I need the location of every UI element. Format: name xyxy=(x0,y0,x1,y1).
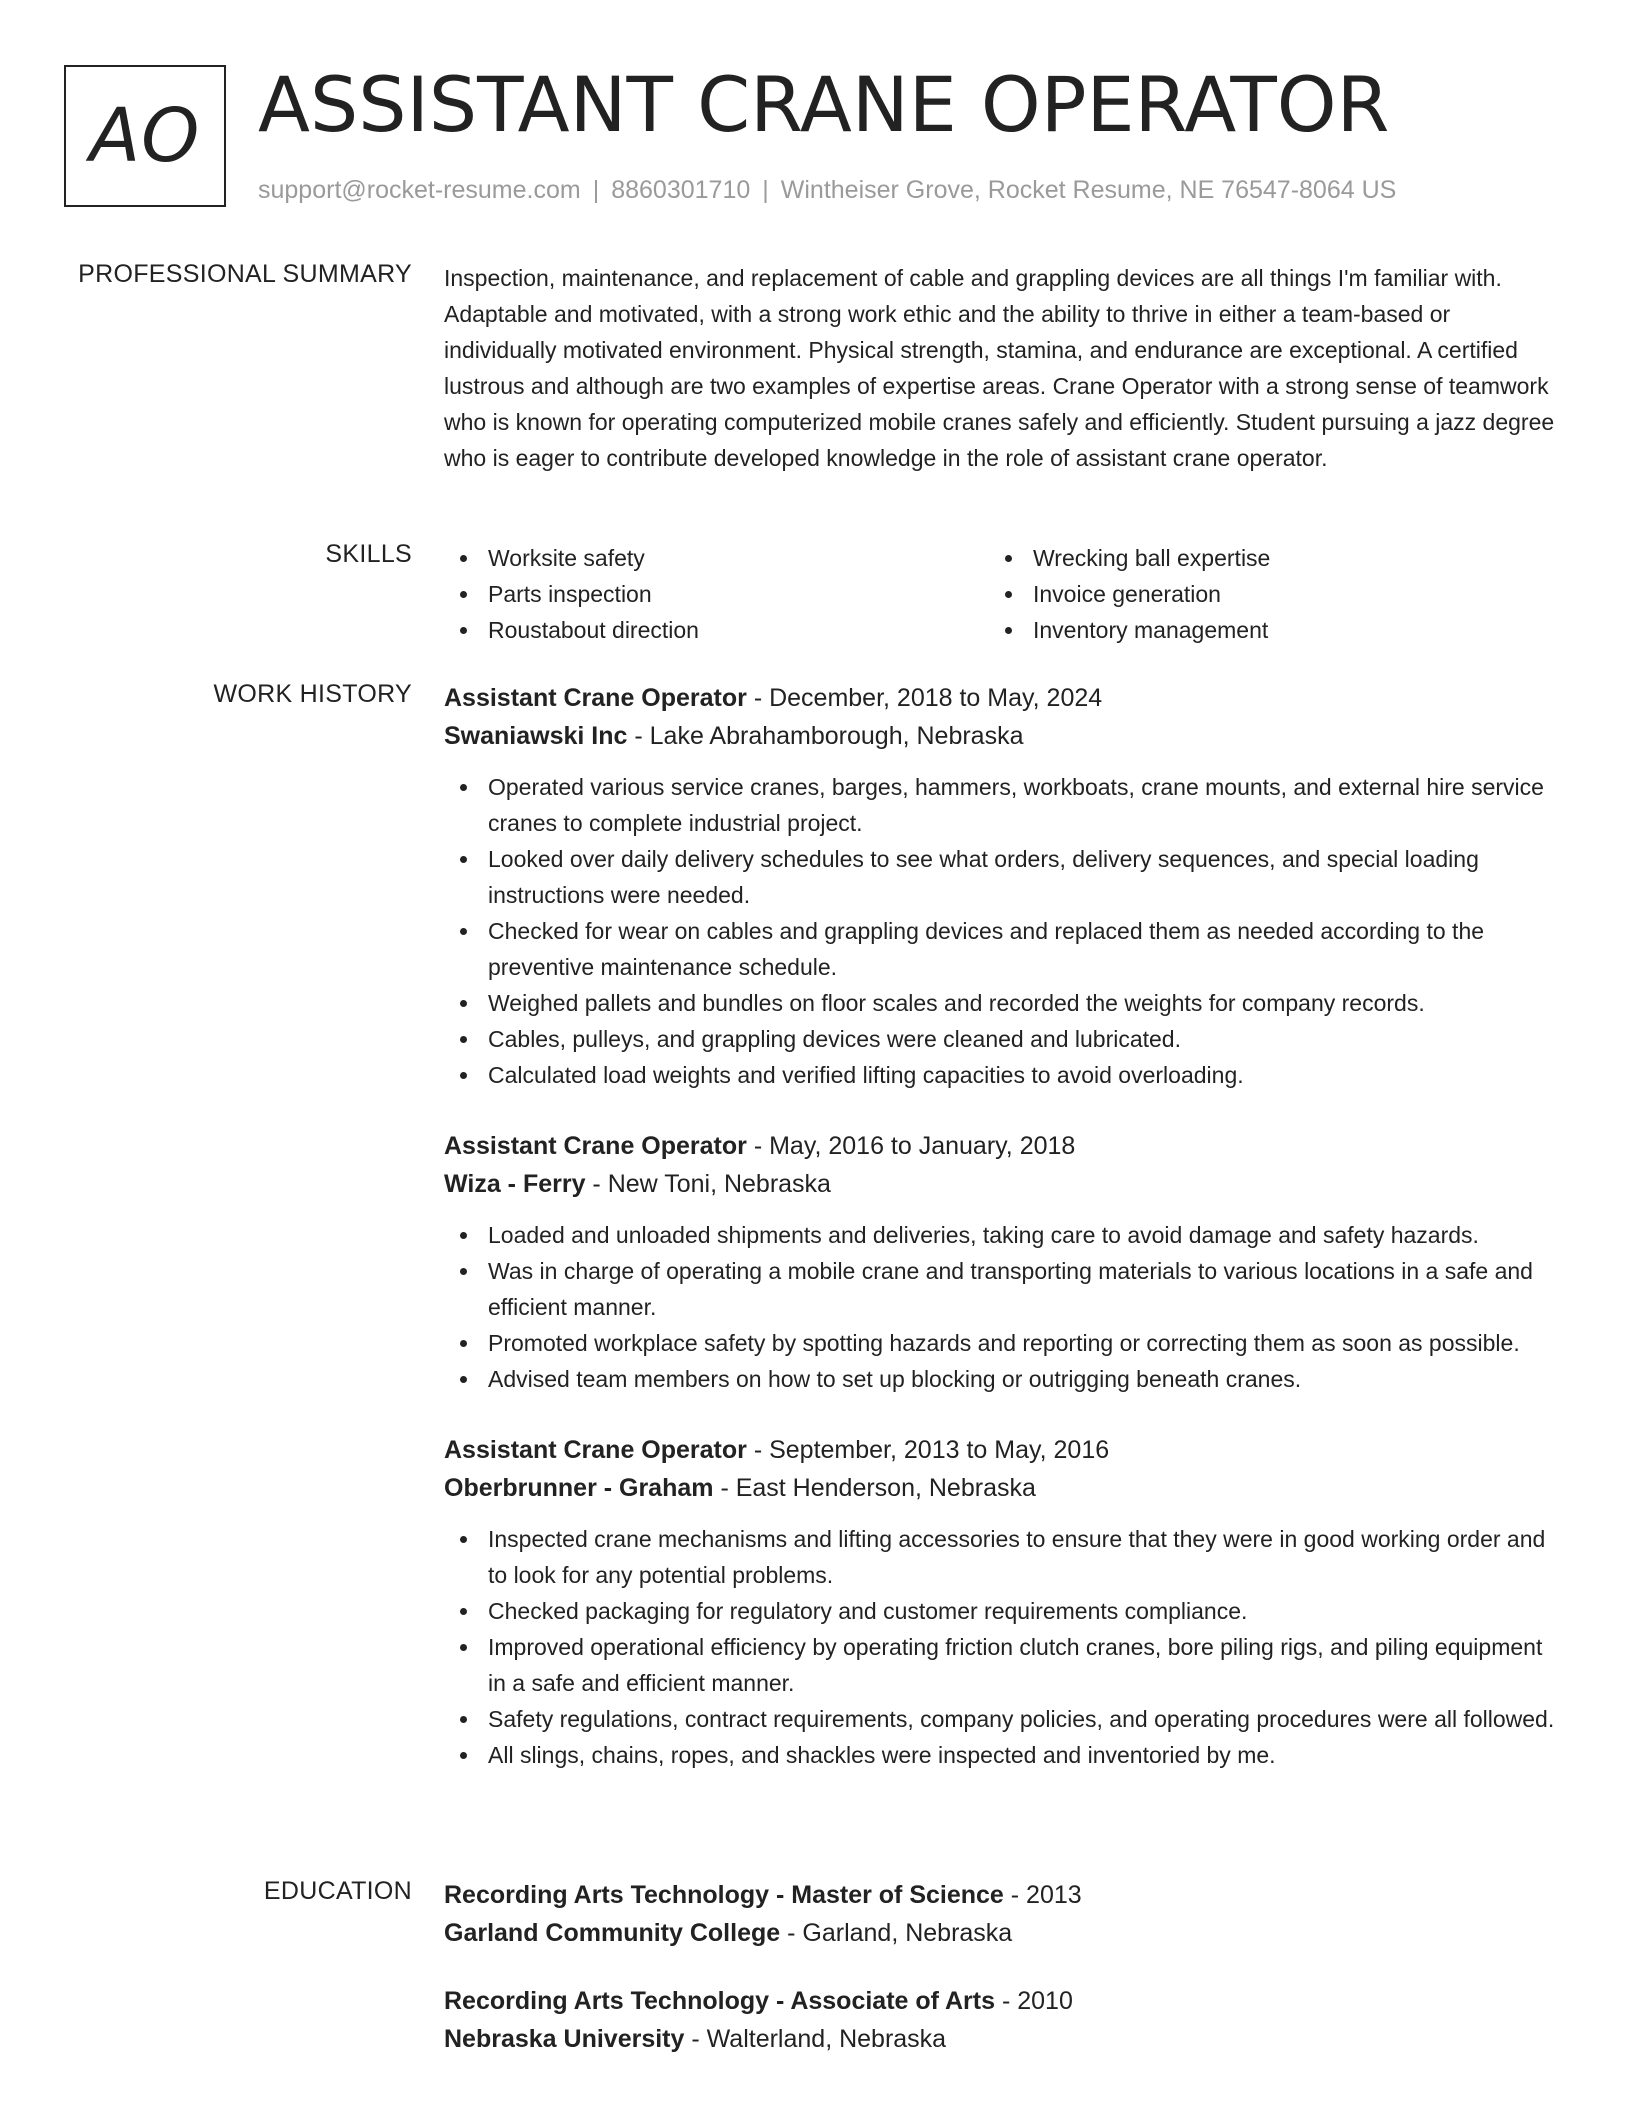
education-school-line xyxy=(444,1914,1556,1952)
skill-item: Worksite safety xyxy=(444,540,989,576)
work-list xyxy=(444,679,1556,1807)
contact-address: Wintheiser Grove, Rocket Resume, NE 76547-8064 US xyxy=(780,176,1397,204)
job-bullet: Promoted workplace safety by spotting hazards and reporting or correcting them as soon as possible. xyxy=(444,1325,1556,1361)
skills-heading: SKILLS xyxy=(325,540,412,568)
education-degree-line xyxy=(444,1876,1556,1914)
job-company-line xyxy=(444,1469,1556,1507)
contact-separator: | xyxy=(592,176,600,204)
job-bullet: Looked over daily delivery schedules to see what orders, delivery sequences, and special loading instructions were needed. xyxy=(444,841,1556,913)
monogram-initials: AO xyxy=(89,93,201,179)
education-entry xyxy=(444,1982,1556,2058)
job-title: Assistant Crane Operator xyxy=(444,1132,747,1160)
job-entry xyxy=(444,1127,1556,1397)
job-bullet: All slings, chains, ropes, and shackles were inspected and inventoried by me. xyxy=(444,1737,1556,1773)
job-bullet: Was in charge of operating a mobile crane and transporting materials to various locations in a safe and efficient manner. xyxy=(444,1253,1556,1325)
work-heading: WORK HISTORY xyxy=(213,680,412,708)
contact-separator: | xyxy=(762,176,769,204)
education-entry xyxy=(444,1876,1556,1952)
monogram-box xyxy=(64,65,226,207)
job-bullet: Operated various service cranes, barges, hammers, workboats, crane mounts, and external hire service cranes to complete industrial project. xyxy=(444,769,1556,841)
job-title: Assistant Crane Operator xyxy=(444,1436,747,1464)
resume-title: ASSISTANT CRANE OPERATOR xyxy=(258,60,1390,149)
job-bullet: Improved operational efficiency by operating friction clutch cranes, bore piling rigs, and piling equipment in a safe and efficient manner. xyxy=(444,1629,1556,1701)
job-dates: - December, 2018 to May, 2024 xyxy=(746,684,1103,712)
job-title: Assistant Crane Operator xyxy=(444,684,747,712)
contact-phone: 8860301710 xyxy=(611,176,751,204)
summary-text: Inspection, maintenance, and replacement of cable and grappling devices are all things I'm familiar with. Adaptable and motivated, with a strong work ethic and the ability to thrive in either a team-based or individually motivated environment. Physical strength, stamina, and endurance are exceptional. A certified lustrous and although are two examples of expertise areas. Crane Operator with a strong sense of teamwork who is known for operating computerized mobile cranes safely and efficiently. Student pursuing a jazz degree who is eager to contribute developed knowledge in the role of assistant crane operator. xyxy=(444,265,1555,471)
job-entry xyxy=(444,679,1556,1093)
job-bullets xyxy=(444,1217,1556,1397)
skills-column-2 xyxy=(989,540,1534,648)
skill-item: Wrecking ball expertise xyxy=(989,540,1534,576)
education-list xyxy=(444,1876,1556,2088)
job-entry xyxy=(444,1431,1556,1773)
job-bullet: Calculated load weights and verified lifting capacities to avoid overloading. xyxy=(444,1057,1556,1093)
job-company: Swaniawski Inc xyxy=(444,722,628,750)
job-dates: - September, 2013 to May, 2016 xyxy=(746,1436,1110,1464)
job-dates: - May, 2016 to January, 2018 xyxy=(746,1132,1076,1160)
education-degree-line xyxy=(444,1982,1556,2020)
education-school: Nebraska University xyxy=(444,2025,685,2053)
skill-item: Inventory management xyxy=(989,612,1534,648)
education-location: - Walterland, Nebraska xyxy=(684,2025,947,2053)
job-title-line xyxy=(444,1431,1556,1469)
education-degree: Recording Arts Technology - Associate of Arts xyxy=(444,1987,996,2015)
education-year: - 2013 xyxy=(1003,1881,1082,1909)
job-company-line xyxy=(444,1165,1556,1203)
job-title-line xyxy=(444,1127,1556,1165)
contact-email: support@rocket-resume.com xyxy=(258,176,581,204)
job-bullet: Checked packaging for regulatory and customer requirements compliance. xyxy=(444,1593,1556,1629)
job-bullet: Checked for wear on cables and grappling devices and replaced them as needed according to the preventive maintenance schedule. xyxy=(444,913,1556,985)
contact-line xyxy=(258,176,1396,205)
skills-column-1 xyxy=(444,540,989,648)
skill-item: Invoice generation xyxy=(989,576,1534,612)
education-school-line xyxy=(444,2020,1556,2058)
job-bullet: Weighed pallets and bundles on floor scales and recorded the weights for company records. xyxy=(444,985,1556,1021)
skills-list xyxy=(444,540,1556,648)
education-year: - 2010 xyxy=(995,1987,1073,2015)
skill-item: Parts inspection xyxy=(444,576,989,612)
education-school: Garland Community College xyxy=(444,1919,781,1947)
job-bullets xyxy=(444,769,1556,1093)
job-bullets xyxy=(444,1521,1556,1773)
education-degree: Recording Arts Technology - Master of Science xyxy=(444,1881,1004,1909)
job-company: Oberbrunner - Graham xyxy=(444,1474,714,1502)
job-bullet: Safety regulations, contract requirements, company policies, and operating procedures were all followed. xyxy=(444,1701,1556,1737)
summary-heading: PROFESSIONAL SUMMARY xyxy=(78,260,412,288)
job-bullet: Cables, pulleys, and grappling devices were cleaned and lubricated. xyxy=(444,1021,1556,1057)
job-bullet: Advised team members on how to set up blocking or outrigging beneath cranes. xyxy=(444,1361,1556,1397)
job-title-line xyxy=(444,679,1556,717)
job-bullet: Loaded and unloaded shipments and deliveries, taking care to avoid damage and safety hazards. xyxy=(444,1217,1556,1253)
job-company: Wiza - Ferry xyxy=(444,1170,586,1198)
education-heading: EDUCATION xyxy=(263,1877,412,1905)
job-company-line xyxy=(444,717,1556,755)
skill-item: Roustabout direction xyxy=(444,612,989,648)
education-location: - Garland, Nebraska xyxy=(780,1919,1013,1947)
job-location: - East Henderson, Nebraska xyxy=(713,1474,1036,1502)
job-location: - New Toni, Nebraska xyxy=(585,1170,831,1198)
job-bullet: Inspected crane mechanisms and lifting accessories to ensure that they were in good working order and to look for any potential problems. xyxy=(444,1521,1556,1593)
job-location: - Lake Abrahamborough, Nebraska xyxy=(627,722,1024,750)
